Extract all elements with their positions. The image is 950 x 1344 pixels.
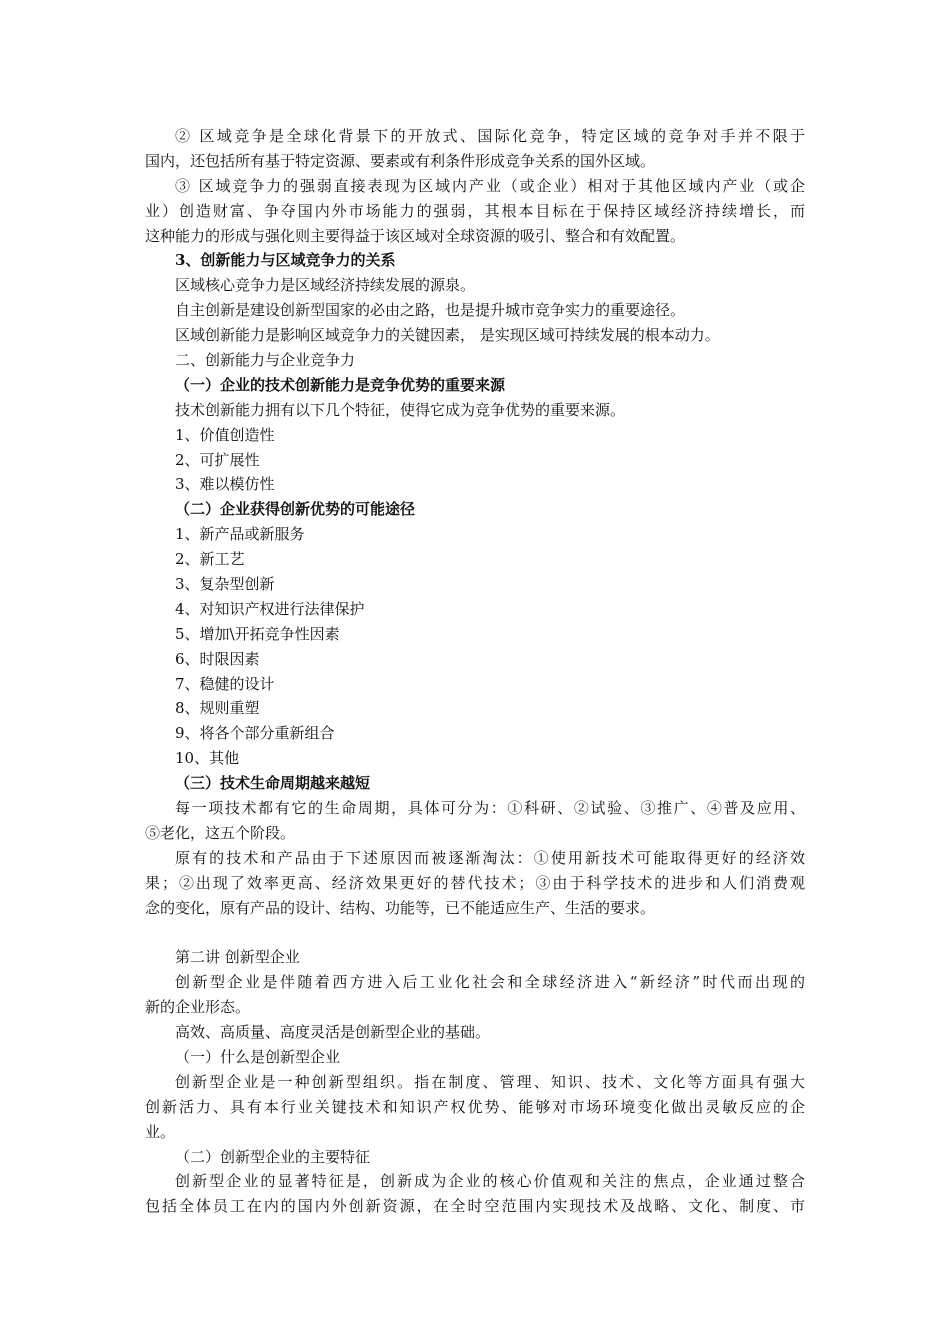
text-line: 7、稳健的设计 (175, 674, 275, 693)
text-line: 自主创新是建设创新型国家的必由之路，也是提升城市竞争实力的重要途径。 (175, 301, 686, 320)
text-line: 5、增加\开拓竞争性因素 (175, 624, 340, 643)
text-line: 这种能力的形成与强化则主要得益于该区域对全球资源的吸引、整合和有效配置。 (145, 226, 686, 245)
section-heading: （三）技术生命周期越来越短 (175, 774, 371, 793)
text-line: 3、难以模仿性 (175, 475, 275, 494)
blank-line (145, 921, 805, 946)
text-line: 创新型企业是伴随着西方进入后工业化社会和全球经济进入“新经济”时代而出现的 (175, 973, 805, 992)
text-line: 1、新产品或新服务 (175, 525, 305, 544)
text-line: 创新型企业是一种创新型组织。指在制度、管理、知识、技术、文化等方面具有强大 (175, 1072, 805, 1091)
text-line: 业。 (145, 1122, 176, 1141)
text-line: 技术创新能力拥有以下几个特征，使得它成为竞争优势的重要来源。 (175, 400, 626, 419)
text-line: （二）创新型企业的主要特征 (175, 1147, 371, 1166)
text-line: 区域核心竞争力是区域经济持续发展的源泉。 (175, 276, 476, 295)
text-line: 业）创造财富、争夺国内外市场能力的强弱，其根本目标在于保持区域经济持续增长，而 (145, 201, 805, 220)
text-line: 4、对知识产权进行法律保护 (175, 599, 365, 618)
text-line: 创新活力、具有本行业关键技术和知识产权优势、能够对市场环境变化做出灵敏反应的企 (145, 1097, 805, 1116)
text-line: 新的企业形态。 (145, 998, 251, 1017)
text-line: 区域创新能力是影响区域竞争力的关键因素， 是实现区域可持续发展的根本动力。 (175, 326, 720, 345)
section-heading: （一）企业的技术创新能力是竞争优势的重要来源 (175, 375, 506, 394)
text-line: 创新型企业的显著特征是，创新成为企业的核心价值观和关注的焦点，企业通过整合 (175, 1172, 805, 1191)
document-page (145, 124, 805, 1219)
text-line: 10、其他 (175, 749, 240, 768)
text-line: ② 区域竞争是全球化背景下的开放式、国际化竞争，特定区域的竞争对手并不限于 (175, 127, 805, 145)
text-line: 8、规则重塑 (175, 699, 260, 718)
text-line: 2、可扩展性 (175, 450, 260, 469)
text-line: 国内，还包括所有基于特定资源、要素或有利条件形成竞争关系的国外区域。 (145, 151, 656, 170)
text-line: 每一项技术都有它的生命周期，具体可分为：①科研、②试验、③推广、④普及应用、 (175, 799, 805, 818)
text-line: ⑤老化，这五个阶段。 (145, 823, 296, 842)
text-line: 第二讲 创新型企业 (175, 948, 300, 967)
text-line: 9、将各个部分重新组合 (175, 724, 335, 743)
text-line: 原有的技术和产品由于下述原因而被逐渐淘汰：①使用新技术可能取得更好的经济效 (175, 848, 805, 867)
section-heading: 3、创新能力与区域竞争力的关系 (175, 251, 396, 270)
text-line: 2、新工艺 (175, 550, 245, 569)
text-line: ③ 区域竞争力的强弱直接表现为区域内产业（或企业）相对于其他区域内产业（或企 (175, 176, 805, 195)
text-line: 果；②出现了效率更高、经济效果更好的替代技术；③由于科学技术的进步和人们消费观 (145, 873, 805, 892)
section-heading: （二）企业获得创新优势的可能途径 (175, 500, 416, 519)
text-line: 二、创新能力与企业竞争力 (175, 351, 356, 370)
text-line: 包括全体员工在内的国内外创新资源，在全时空范围内实现技术及战略、文化、制度、市 (145, 1197, 805, 1216)
text-line: （一）什么是创新型企业 (175, 1047, 341, 1066)
text-line: 3、复杂型创新 (175, 575, 275, 594)
text-line: 高效、高质量、高度灵活是创新型企业的基础。 (175, 1023, 491, 1042)
text-line: 6、时限因素 (175, 649, 260, 668)
text-line: 1、价值创造性 (175, 425, 275, 444)
text-line: 念的变化，原有产品的设计、结构、功能等，已不能适应生产、生活的要求。 (145, 898, 656, 917)
